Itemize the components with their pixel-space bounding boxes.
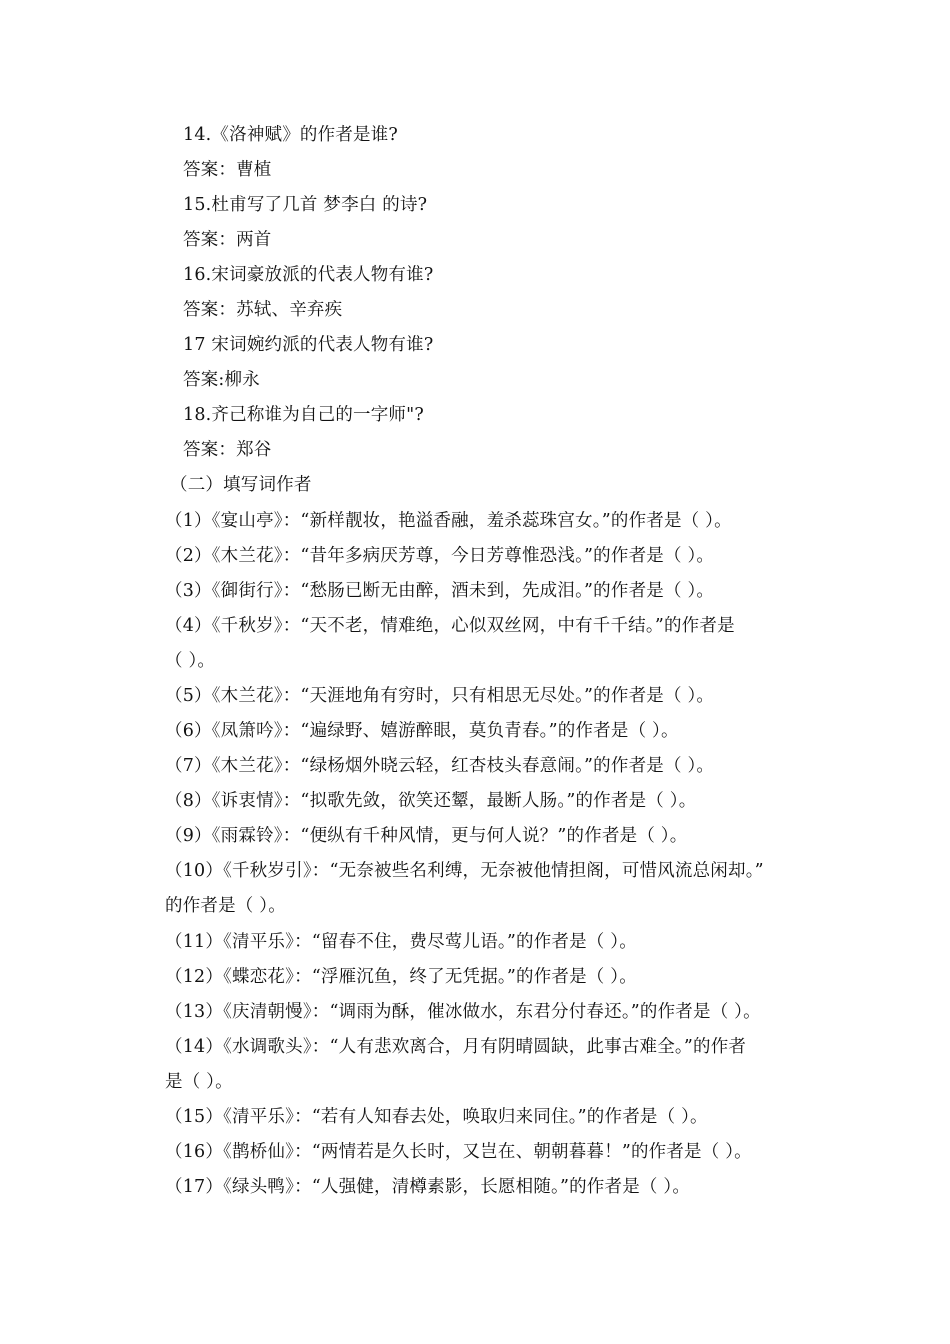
answer-15: 答案：两首 <box>183 230 272 250</box>
fill-line-10-cont: 的作者是（ ）。 <box>165 896 286 916</box>
fill-line-6: （6）《凤箫吟》：“遍绿野、嬉游醉眼，莫负青春。”的作者是（ ）。 <box>165 721 679 741</box>
fill-line-1: （1）《宴山亭》：“新样靓妆，艳溢香融，羞杀蕊珠宫女。”的作者是（ ）。 <box>165 511 732 531</box>
fill-line-2: （2）《木兰花》：“昔年多病厌芳尊，今日芳尊惟恐浅。”的作者是（ ）。 <box>165 546 715 566</box>
question-15: 15.杜甫写了几首 梦李白 的诗? <box>183 195 428 215</box>
fill-line-8: （8）《诉衷情》：“拟歌先敛，欲笑还颦，最断人肠。”的作者是（ ）。 <box>165 791 697 811</box>
question-14: 14.《洛神赋》的作者是谁? <box>183 125 399 145</box>
answer-16: 答案：苏轼、辛弃疾 <box>183 300 343 320</box>
fill-line-9: （9）《雨霖铃》：“便纵有千种风情，更与何人说？”的作者是（ ）。 <box>165 826 688 846</box>
answer-17: 答案:柳永 <box>183 370 260 390</box>
fill-line-3: （3）《御街行》：“愁肠已断无由醉，酒未到，先成泪。”的作者是（ ）。 <box>165 581 715 601</box>
answer-18: 答案：郑谷 <box>183 440 272 460</box>
fill-line-4-cont: （ ）。 <box>165 651 216 671</box>
fill-line-10: （10）《千秋岁引》：“无奈被些名利缚，无奈被他情担阁，可惜风流总闲却。” <box>165 861 764 881</box>
fill-line-14-cont: 是（ ）。 <box>165 1072 233 1092</box>
question-16: 16.宋词豪放派的代表人物有谁? <box>183 265 434 285</box>
fill-line-17: （17）《绿头鸭》：“人强健，清樽素影，长愿相随。”的作者是（ ）。 <box>165 1177 691 1197</box>
fill-line-15: （15）《清平乐》：“若有人知春去处，唤取归来同住。”的作者是（ ）。 <box>165 1107 708 1127</box>
question-18: 18.齐己称谁为自己的一字师"? <box>183 405 424 425</box>
fill-line-13: （13）《庆清朝慢》：“调雨为酥，催冰做水，东君分付春还。”的作者是（ ）。 <box>165 1002 761 1022</box>
fill-line-12: （12）《蝶恋花》：“浮雁沉鱼，终了无凭据。”的作者是（ ）。 <box>165 967 637 987</box>
answer-14: 答案：曹植 <box>183 160 272 180</box>
section-heading: （二）填写词作者 <box>170 475 312 495</box>
fill-line-14: （14）《水调歌头》：“人有悲欢离合，月有阴晴圆缺，此事古难全。”的作者 <box>165 1037 747 1057</box>
fill-line-11: （11）《清平乐》：“留春不住，费尽莺儿语。”的作者是（ ）。 <box>165 932 637 952</box>
fill-line-5: （5）《木兰花》：“天涯地角有穷时，只有相思无尽处。”的作者是（ ）。 <box>165 686 715 706</box>
question-17: 17 宋词婉约派的代表人物有谁? <box>183 335 434 355</box>
fill-line-16: （16）《鹊桥仙》：“两情若是久长时，又岂在、朝朝暮暮！”的作者是（ ）。 <box>165 1142 752 1162</box>
fill-line-7: （7）《木兰花》：“绿杨烟外晓云轻，红杏枝头春意闹。”的作者是（ ）。 <box>165 756 715 776</box>
fill-line-4: （4）《千秋岁》：“天不老，情难绝，心似双丝网，中有千千结。”的作者是 <box>165 616 735 636</box>
